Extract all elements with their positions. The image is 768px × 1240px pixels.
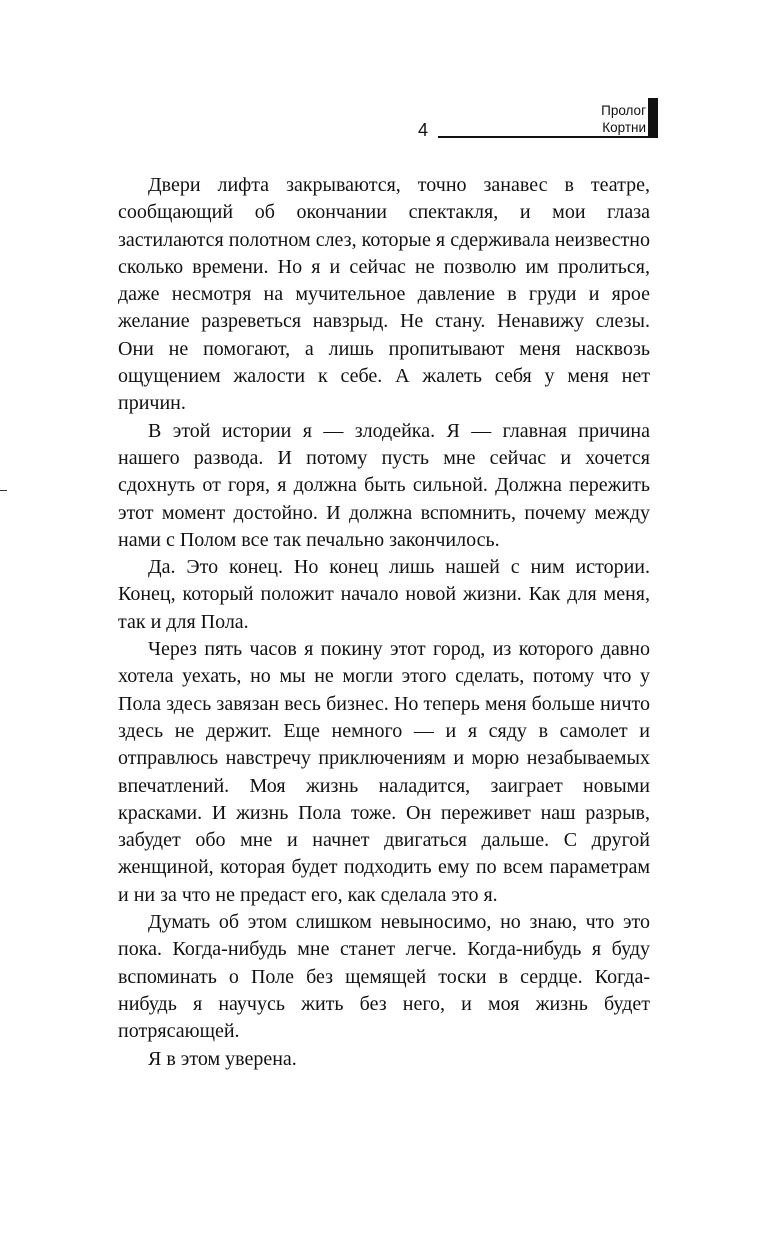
paragraph: Думать об этом слишком невыносимо, но знаю, что это пока. Когда-нибудь мне станет легче. Когда-нибудь я буду вспоминать о Поле без щемящей тоски в сердце. Когда-нибудь я научусь жить без него, и моя жизнь будет потрясающей. — [118, 911, 650, 1043]
header-bar — [648, 98, 658, 138]
running-head — [601, 102, 646, 136]
body-text — [118, 172, 650, 1073]
crop-mark — [0, 490, 7, 491]
paragraph: Двери лифта закрываются, точно занавес в театре, сообщающий об окончании спектакля, и мои глаза застилаются полотном слез, которые я сдерживала неизвестно сколько времени. Но я и сейчас не позволю им пролиться, даже несмотря на мучительное давление в груди и ярое желание разреветься навзрыд. Не стану. Ненавижу слезы. Они не помогают, а лишь пропитывают меня насквозь ощущением жалости к себе. А жалеть себя у меня нет причин. — [118, 174, 650, 415]
paragraph: Через пять часов я покину этот город, из которого давно хотела уехать, но мы не могли этого сделать, потому что у Пола здесь завязан весь бизнес. Но теперь меня больше ничто здесь не держит. Еще немного — и я сяду в самолет и отправлюсь навстречу приключениям и морю незабываемых впечатлений. Моя жизнь наладится, заиграет новыми красками. И жизнь Пола тоже. Он переживет наш разрыв, забудет обо мне и начнет двигаться дальше. С другой женщиной, которая будет подходить ему по всем параметрам и ни за что не предаст его, как сделала это я. — [118, 638, 650, 906]
paragraph: В этой истории я — злодейка. Я — главная причина нашего развода. И потому пусть мне сейчас и хочется сдохнуть от горя, я должна быть сильной. Должна пережить этот момент достойно. И должна вспомнить, почему между нами с Полом все так печально закончилось. — [118, 419, 650, 551]
character-name: Кортни — [602, 120, 646, 135]
page-header — [0, 0, 768, 150]
chapter-title: Пролог — [601, 103, 646, 118]
page-number: 4 — [418, 120, 429, 140]
paragraph: Я в этом уверена. — [148, 1047, 297, 1070]
paragraph: Да. Это конец. Но конец лишь нашей с ним истории. Конец, который положит начало новой жизни. Как для меня, так и для Пола. — [118, 556, 650, 633]
header-rule — [438, 136, 648, 138]
